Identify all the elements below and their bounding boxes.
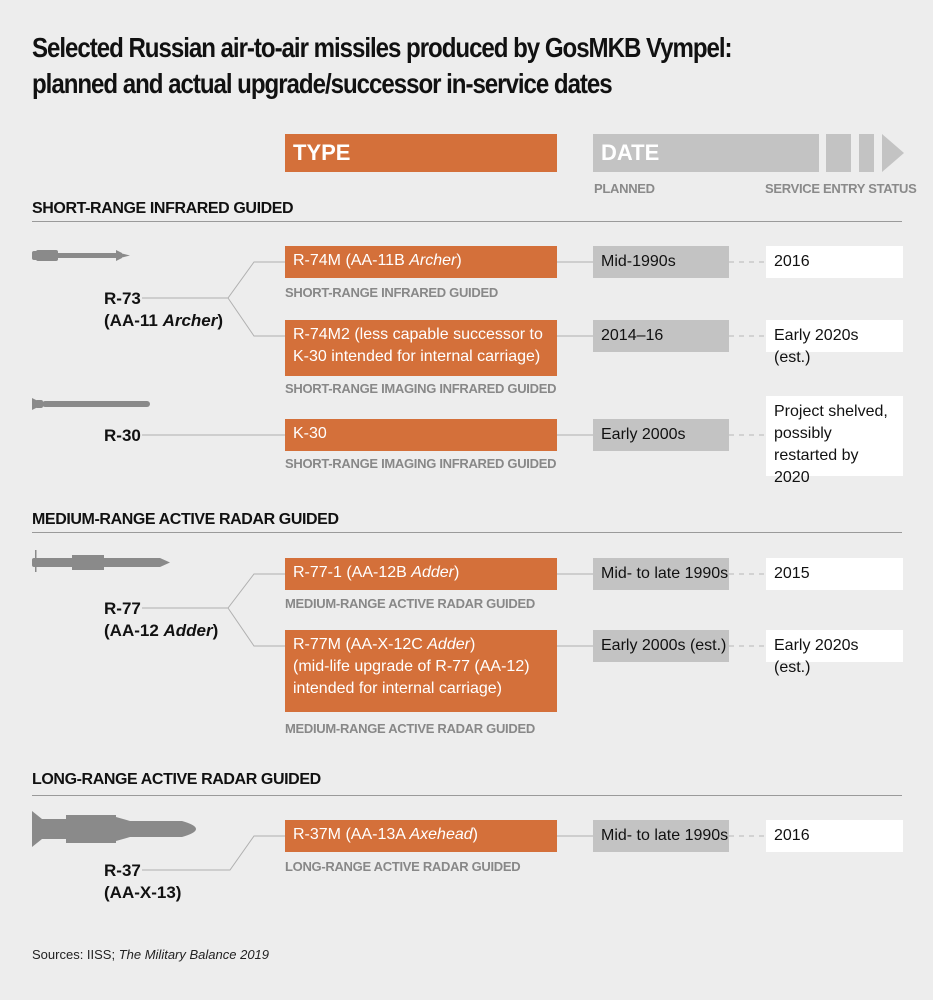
service-status: 2016	[766, 820, 903, 852]
nato-designation: (AA-12 Adder)	[104, 621, 219, 640]
missile-r77-icon	[32, 550, 172, 572]
nato-designation: (AA-11 Archer)	[104, 311, 224, 330]
guidance-label: SHORT-RANGE INFRARED GUIDED	[285, 285, 498, 300]
guidance-label: MEDIUM-RANGE ACTIVE RADAR GUIDED	[285, 596, 535, 611]
type-column-header: TYPE	[285, 134, 557, 172]
missile-r73-icon	[32, 248, 132, 264]
planned-date: Mid- to late 1990s	[593, 820, 729, 852]
guidance-label: LONG-RANGE ACTIVE RADAR GUIDED	[285, 859, 521, 874]
section-divider	[32, 532, 902, 533]
guidance-label: MEDIUM-RANGE ACTIVE RADAR GUIDED	[285, 721, 535, 736]
service-status: Early 2020s (est.)	[766, 320, 903, 352]
service-status: 2016	[766, 246, 903, 278]
missile-name-r73: R-73 (AA-11 Archer)	[104, 289, 224, 330]
planned-date: Mid-1990s	[593, 246, 729, 278]
service-status: Early 2020s (est.)	[766, 630, 903, 662]
nato-designation: (AA-X-13)	[104, 883, 182, 902]
type-box-r77-1: R-77-1 (AA-12B Adder)	[285, 558, 557, 590]
date-column-header: DATE	[593, 134, 819, 172]
service-status: Project shelved, possibly restarted by 2020	[766, 396, 903, 476]
type-box-r77m: R-77M (AA-X-12C Adder) (mid-life upgrade of R-77 (AA-12) intended for internal carriage)	[285, 630, 557, 712]
type-box-r74m: R-74M (AA-11B Archer)	[285, 246, 557, 278]
missile-name-r77: R-77 (AA-12 Adder)	[104, 599, 219, 640]
missile-r37-icon	[32, 811, 212, 847]
planned-column-label: PLANNED	[594, 181, 655, 196]
planned-date: Early 2000s	[593, 419, 729, 451]
missile-r30-icon	[32, 397, 152, 411]
guidance-label: SHORT-RANGE IMAGING INFRARED GUIDED	[285, 456, 557, 471]
title-line-2: planned and actual upgrade/successor in-service dates	[32, 68, 612, 99]
section-divider	[32, 221, 902, 222]
section-divider	[32, 795, 902, 796]
status-column-label: SERVICE ENTRY STATUS	[765, 181, 917, 196]
type-box-r37m: R-37M (AA-13A Axehead)	[285, 820, 557, 852]
guidance-label: SHORT-RANGE IMAGING INFRARED GUIDED	[285, 381, 557, 396]
planned-date: Mid- to late 1990s	[593, 558, 729, 590]
service-status: 2015	[766, 558, 903, 590]
section-title-medium-range: MEDIUM-RANGE ACTIVE RADAR GUIDED	[32, 511, 339, 528]
section-title-long-range: LONG-RANGE ACTIVE RADAR GUIDED	[32, 771, 321, 788]
planned-date: 2014–16	[593, 320, 729, 352]
section-title-short-range: SHORT-RANGE INFRARED GUIDED	[32, 200, 294, 217]
planned-date: Early 2000s (est.)	[593, 630, 729, 662]
sources-note: Sources: IISS; The Military Balance 2019	[32, 947, 270, 962]
type-box-r74m2: R-74M2 (less capable successor to K-30 intended for internal carriage)	[285, 320, 557, 376]
type-box-k30: K-30	[285, 419, 557, 451]
missile-name-r37: R-37 (AA-X-13)	[104, 861, 182, 902]
title-line-1: Selected Russian air-to-air missiles produced by GosMKB Vympel:	[32, 32, 732, 63]
missile-name-r30: R-30	[104, 426, 141, 445]
